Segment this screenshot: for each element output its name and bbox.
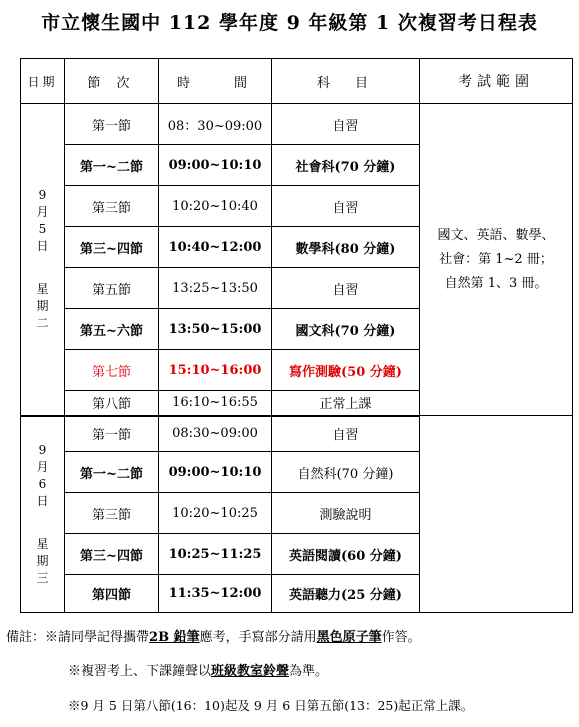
note-2-bell: 班級教室鈴聲 [211,664,290,679]
header-date: 日期 [21,59,65,104]
period-cell: 第五~六節 [65,309,159,350]
schedule-table [20,58,573,613]
period-cell: 第三~四節 [65,534,159,575]
time-cell: 10:25~11:25 [159,534,272,575]
subject-cell: 正常上課 [272,391,420,416]
period-cell: 第一~二節 [65,452,159,493]
header-row [21,59,573,104]
subject-cell: 自習 [272,416,420,452]
note-line-2 [68,662,328,682]
header-time: 時 間 [159,59,272,104]
table-row [21,104,573,145]
period-cell: 第五節 [65,268,159,309]
period-cell: 第三節 [65,493,159,534]
note-line-1 [6,628,421,648]
note-2-text-a: ※複習考上、下課鐘聲以 [68,664,212,679]
time-cell: 09:00~10:10 [159,452,272,493]
period-cell: 第一節 [65,104,159,145]
subject-cell: 數學科(80 分鐘) [272,227,420,268]
period-cell: 第一~二節 [65,145,159,186]
time-cell: 10:40~12:00 [159,227,272,268]
period-cell: 第七節 [65,350,159,391]
note-1-text-b: 應考，手寫部分請用 [199,630,317,645]
date-cell-day1: 9 月 5 日 星 期 二 [21,104,65,416]
time-cell: 11:35~12:00 [159,575,272,613]
header-period: 節 次 [65,59,159,104]
subject-cell: 英語閱讀(60 分鐘) [272,534,420,575]
time-cell: 08:30~09:00 [159,416,272,452]
exam-range-cell: 國文、英語、數學、 社會：第 1~2 冊； 自然第 1、3 冊。 [420,104,573,416]
time-cell: 08：30~09:00 [159,104,272,145]
period-cell: 第一節 [65,416,159,452]
subject-cell: 自然科(70 分鐘) [272,452,420,493]
note-1-pen: 黑色原子筆 [316,630,382,645]
time-cell: 15:10~16:00 [159,350,272,391]
page-title: 市立懷生國中 112 學年度 9 年級第 1 次複習考日程表 [41,12,538,34]
subject-cell: 自習 [272,268,420,309]
note-1-text-a: ※請同學記得攜帶 [45,630,150,645]
subject-cell: 自習 [272,186,420,227]
time-cell: 13:50~15:00 [159,309,272,350]
subject-cell: 寫作測驗(50 分鐘) [272,350,420,391]
time-cell: 13:25~13:50 [159,268,272,309]
period-cell: 第八節 [65,391,159,416]
exam-range-empty [420,416,573,613]
time-cell: 09:00~10:10 [159,145,272,186]
note-2-text-b: 為準。 [289,664,329,679]
time-cell: 10:20~10:40 [159,186,272,227]
subject-cell: 社會科(70 分鐘) [272,145,420,186]
notes-label: 備註： [6,630,46,645]
table-row [21,416,573,452]
note-1-pencil: 2B 鉛筆 [149,630,200,645]
subject-cell: 測驗說明 [272,493,420,534]
header-range: 考試範圍 [420,59,573,104]
subject-cell: 國文科(70 分鐘) [272,309,420,350]
period-cell: 第四節 [65,575,159,613]
subject-cell: 英語聽力(25 分鐘) [272,575,420,613]
period-cell: 第三節 [65,186,159,227]
note-1-text-c: 作答。 [381,630,421,645]
time-cell: 10:20~10:25 [159,493,272,534]
subject-cell: 自習 [272,104,420,145]
period-cell: 第三~四節 [65,227,159,268]
date-cell-day2: 9 月 6 日 星 期 三 [21,416,65,613]
time-cell: 16:10~16:55 [159,391,272,416]
note-line-3: ※9 月 5 日第八節(16：10)起及 9 月 6 日第五節(13：25)起正常上課。 [68,698,474,713]
header-subject: 科 目 [272,59,420,104]
